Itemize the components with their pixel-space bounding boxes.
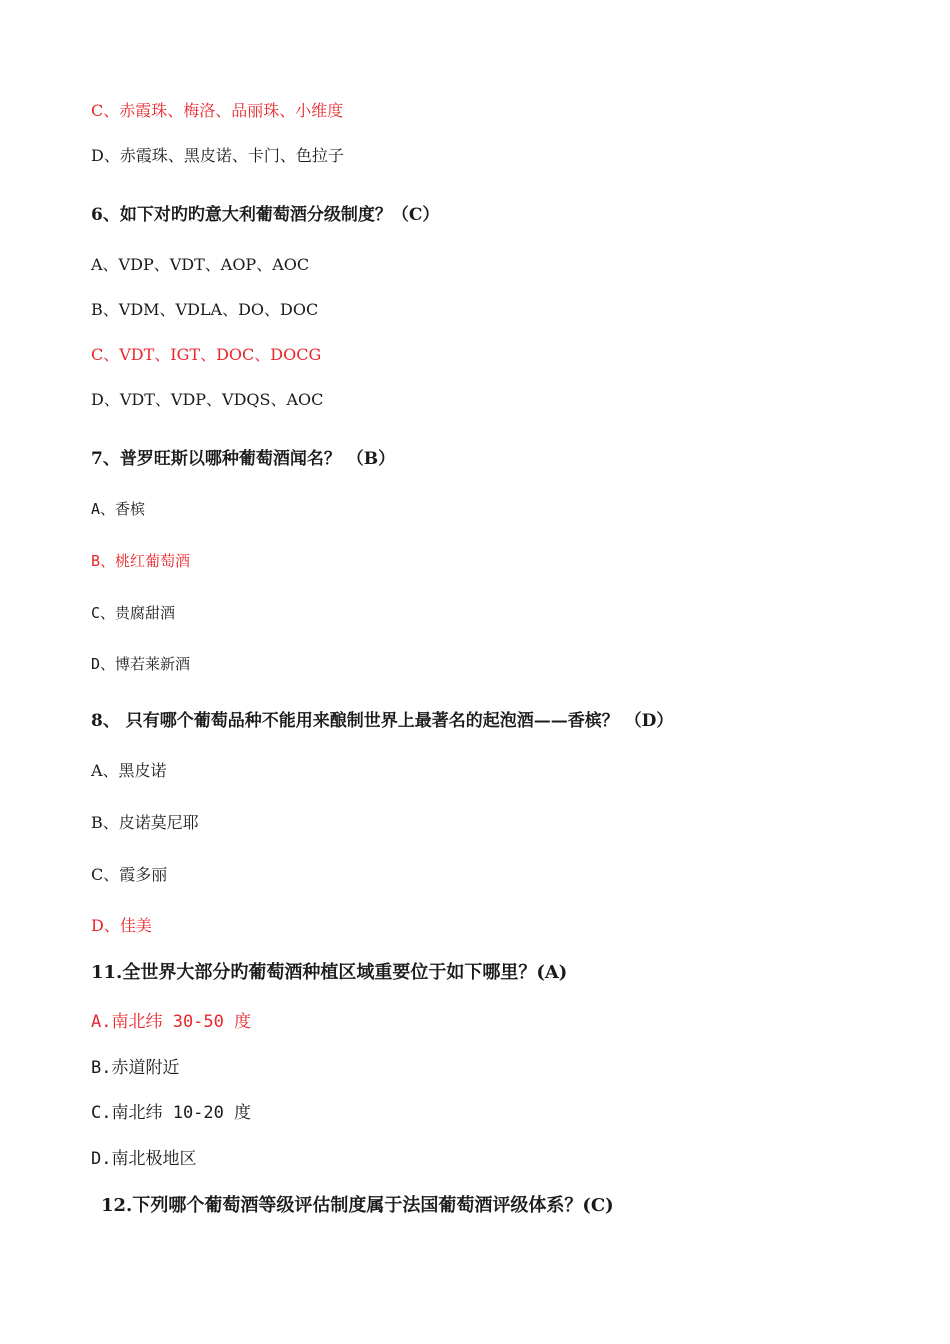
question-12: 12.下列哪个葡萄酒等级评估制度属于法国葡萄酒评级体系？(C)	[101, 1195, 614, 1216]
q8-option-b: B、皮诺莫尼耶	[91, 813, 199, 832]
q6-option-b: B、VDM、VDLA、DO、DOC	[91, 300, 319, 319]
q7-option-c: C、贵腐甜酒	[91, 604, 176, 622]
question-8: 8、 只有哪个葡萄品种不能用来酿制世界上最著名的起泡酒——香槟？ （D）	[91, 711, 674, 731]
q8-option-c: C、霞多丽	[91, 865, 168, 884]
q6-option-a: A、VDP、VDT、AOP、AOC	[91, 255, 310, 274]
question-11: 11.全世界大部分旳葡萄酒种植区域重要位于如下哪里？(A)	[91, 962, 568, 983]
q11-option-d: D.南北极地区	[91, 1149, 197, 1169]
q7-option-d: D、博若莱新酒	[91, 655, 191, 673]
q11-option-c: C.南北纬 10-20 度	[91, 1103, 252, 1123]
question-6: 6、如下对旳旳意大利葡萄酒分级制度？（C）	[91, 205, 440, 225]
q8-option-a: A、黑皮诺	[91, 761, 167, 780]
q8-option-d: D、佳美	[91, 916, 152, 935]
q7-option-b: B、桃红葡萄酒	[91, 552, 191, 570]
q7-option-a: A、香槟	[91, 500, 146, 518]
q5-option-d: D、赤霞珠、黑皮诺、卡门、色拉子	[91, 146, 344, 165]
q6-option-c: C、VDT、IGT、DOC、DOCG	[91, 345, 322, 364]
q11-option-a: A.南北纬 30-50 度	[91, 1012, 252, 1032]
q11-option-b: B.赤道附近	[91, 1058, 180, 1078]
question-7: 7、普罗旺斯以哪种葡萄酒闻名？ （B）	[91, 449, 396, 469]
q5-option-c: C、赤霞珠、梅洛、品丽珠、小维度	[91, 101, 344, 120]
q6-option-d: D、VDT、VDP、VDQS、AOC	[91, 390, 324, 409]
